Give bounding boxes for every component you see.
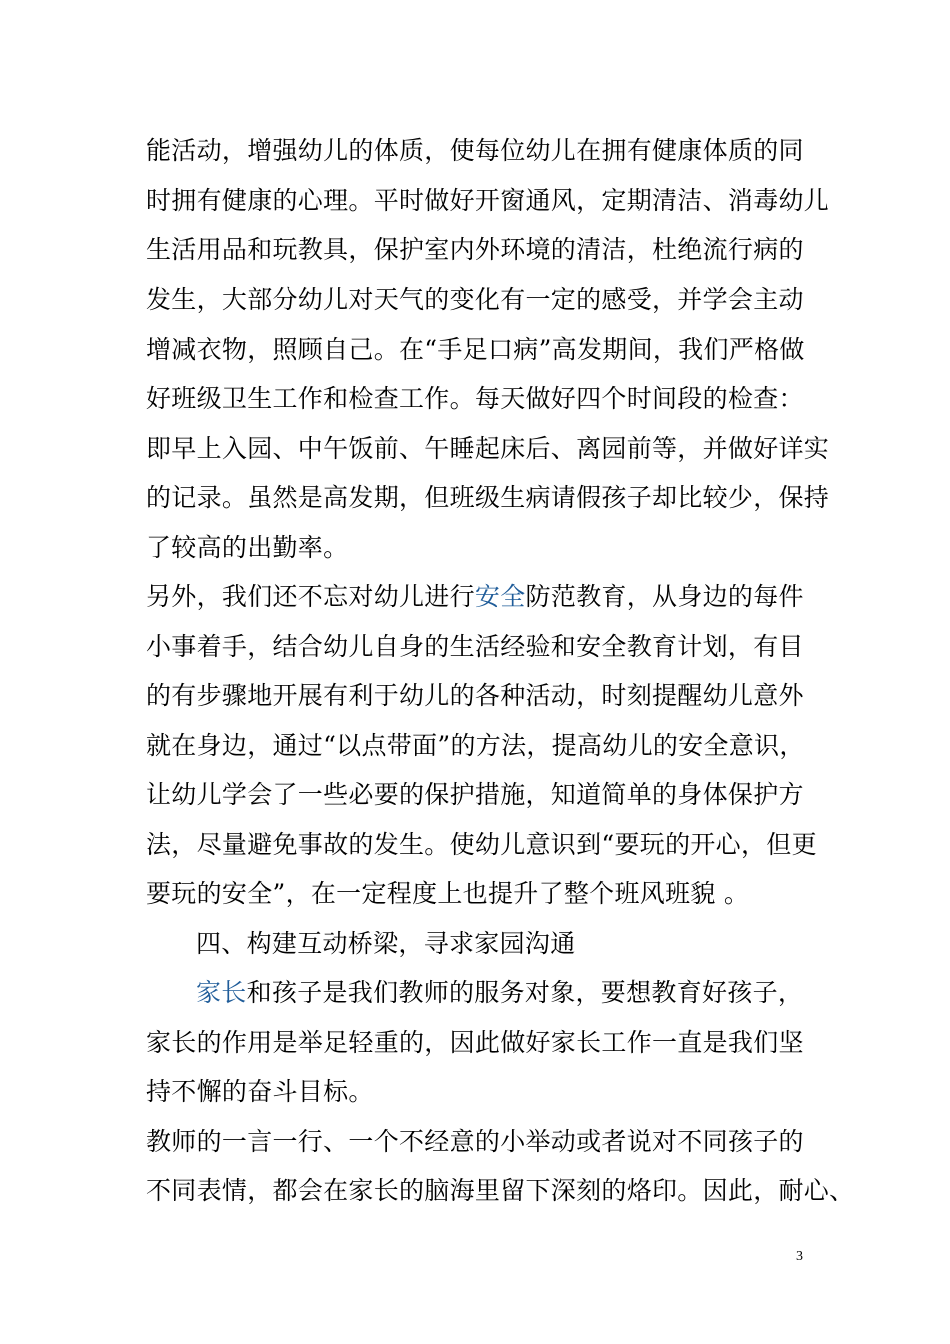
text-line: 要玩的安全”，在一定程度上也提升了整个班风班貌 。 — [146, 879, 750, 908]
page-number: 3 — [796, 1249, 803, 1264]
text-line-with-link — [146, 578, 804, 616]
text-line: 的有步骤地开展有利于幼儿的各种活动，时刻提醒幼儿意外 — [146, 681, 804, 710]
text-line: 增减衣物，照顾自己。在“手足口病”高发期间，我们严格做 — [146, 335, 805, 364]
safety-link[interactable]: 安全 — [474, 582, 526, 611]
text-line: 教师的一言一行、一个不经意的小举动或者说对不同孩子的 — [146, 1127, 804, 1156]
text-line: 生活用品和玩教具，保护室内外环境的清洁，杜绝流行病的 — [146, 235, 804, 264]
text-line: 不同表情，都会在家长的脑海里留下深刻的烙印。因此，耐心、 — [146, 1176, 855, 1205]
parents-link[interactable]: 家长 — [196, 978, 247, 1007]
text-line: 就在身边，通过“以点带面”的方法，提高幼儿的安全意识， — [146, 731, 805, 760]
text-segment: 和孩子是我们教师的服务对象，要想教育好孩子， — [246, 978, 804, 1007]
text-line: 了较高的出勤率。 — [146, 533, 349, 562]
text-line: 让幼儿学会了一些必要的保护措施，知道简单的身体保护方 — [146, 780, 804, 809]
text-line: 小事着手，结合幼儿自身的生活经验和安全教育计划，有目 — [146, 632, 804, 661]
text-line: 持不懈的奋斗目标。 — [146, 1077, 374, 1106]
section-heading: 四、构建互动桥梁，寻求家园沟通 — [196, 929, 576, 958]
text-line: 家长的作用是举足轻重的，因此做好家长工作一直是我们坚 — [146, 1028, 804, 1057]
text-segment: 另外，我们还不忘对幼儿进行 — [146, 582, 475, 611]
text-line-with-link — [196, 974, 803, 1012]
text-segment: 防范教育，从身边的每件 — [525, 582, 804, 611]
text-line: 即早上入园、中午饭前、午睡起床后、离园前等，并做好详实 — [146, 434, 830, 463]
text-line: 时拥有健康的心理。平时做好开窗通风，定期清洁、消毒幼儿 — [146, 186, 830, 215]
text-line: 能活动，增强幼儿的体质，使每位幼儿在拥有健康体质的同 — [146, 136, 804, 165]
text-line: 发生，大部分幼儿对天气的变化有一定的感受，并学会主动 — [146, 285, 804, 314]
text-line: 法，尽量避免事故的发生。使幼儿意识到“要玩的开心，但更 — [146, 830, 817, 859]
text-line: 好班级卫生工作和检查工作。每天做好四个时间段的检查： — [146, 384, 804, 413]
text-line: 的记录。虽然是高发期，但班级生病请假孩子却比较少，保持 — [146, 483, 830, 512]
